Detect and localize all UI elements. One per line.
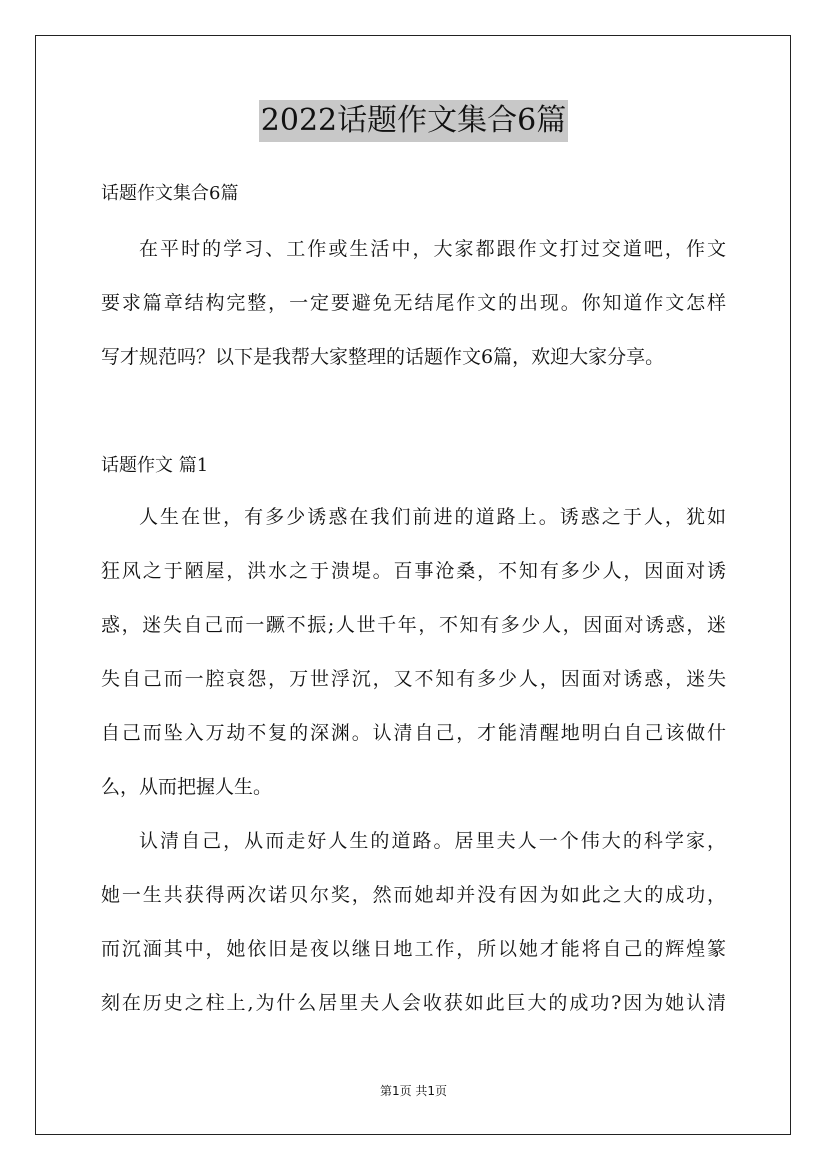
paragraph-line: 刻在历史之柱上,为什么居里夫人会收获如此巨大的成功?因为她认清 [101,992,726,1014]
title-wrap [0,100,827,142]
body-paragraph-2 [101,814,726,1030]
paragraph-line: 惑，迷失自己而一蹶不振;人世千年，不知有多少人，因面对诱惑，迷 [101,614,726,636]
paragraph-line: 认清自己，从而走好人生的道路。居里夫人一个伟大的科学家， [139,830,726,852]
intro-line: 要求篇章结构完整，一定要避免无结尾作文的出现。你知道作文怎样 [101,292,726,314]
intro-paragraph [101,222,726,384]
paragraph-line: 她一生共获得两次诺贝尔奖，然而她却并没有因为如此之大的成功， [101,884,726,906]
section-heading: 话题作文 篇1 [101,455,209,476]
paragraph-line: 人生在世，有多少诱惑在我们前进的道路上。诱惑之于人，犹如 [139,506,726,528]
paragraph-line: 失自己而一腔哀怨，万世浮沉，又不知有多少人，因面对诱惑，迷失 [101,668,726,690]
paragraph-line: 而沉湎其中，她依旧是夜以继日地工作，所以她才能将自己的辉煌篆 [101,938,726,960]
body-paragraph-1 [101,490,726,814]
document-title: 2022话题作文集合6篇 [259,100,568,142]
intro-line: 写才规范吗？以下是我帮大家整理的话题作文6篇，欢迎大家分享。 [101,346,665,368]
paragraph-line: 狂风之于陋屋，洪水之于溃堤。百事沧桑，不知有多少人，因面对诱 [101,560,726,582]
intro-line: 在平时的学习、工作或生活中，大家都跟作文打过交道吧，作文 [139,238,726,260]
paragraph-line: 么，从而把握人生。 [101,776,273,798]
document-subtitle: 话题作文集合6篇 [101,183,239,204]
page-footer: 第1页 共1页 [379,1084,448,1098]
paragraph-line: 自己而坠入万劫不复的深渊。认清自己，才能清醒地明白自己该做什 [101,722,726,744]
